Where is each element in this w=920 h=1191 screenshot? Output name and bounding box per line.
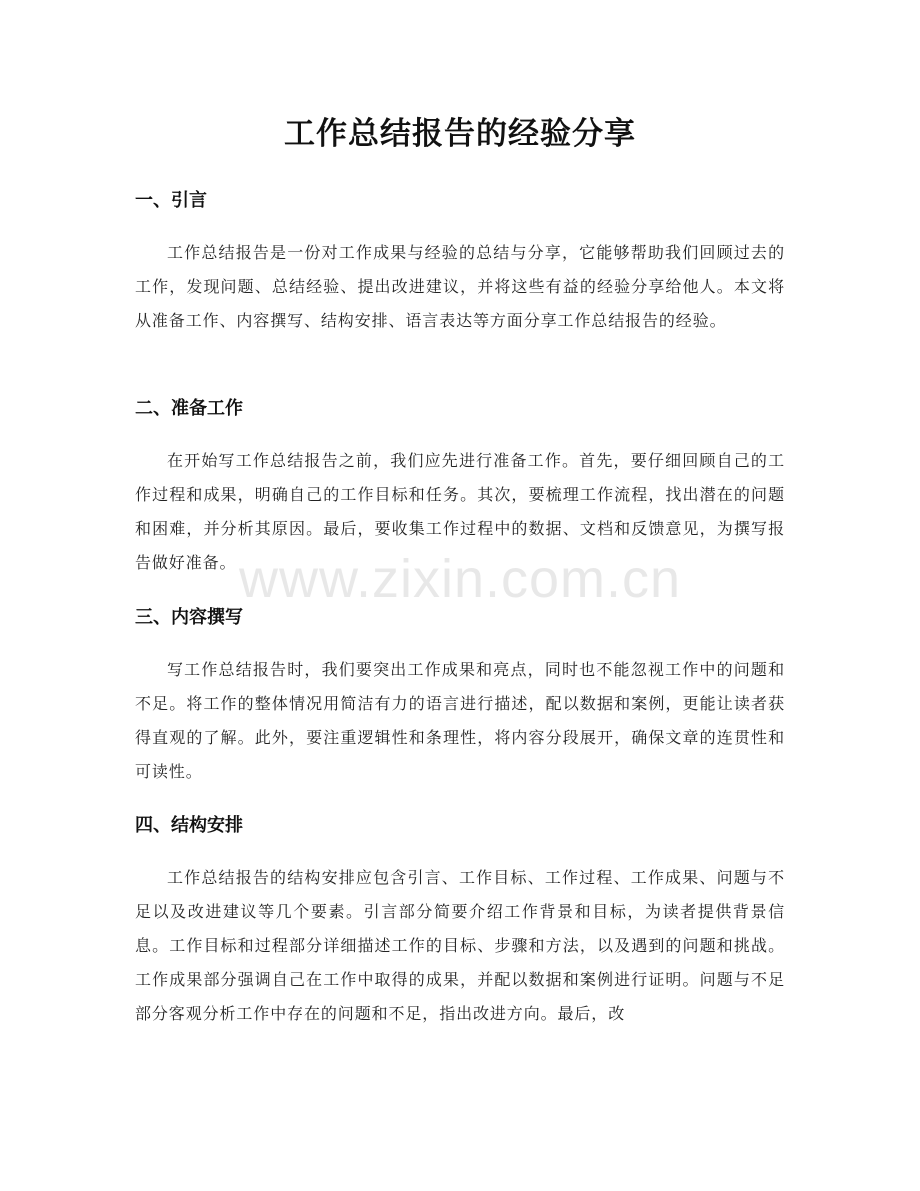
watermark: www.zixin.com.cn [238, 549, 682, 609]
section-content-writing [135, 605, 785, 789]
section-heading: 三、内容撰写 [135, 607, 243, 628]
section-heading: 一、引言 [135, 190, 207, 211]
section-structure [135, 813, 785, 1031]
section-paragraph: 在开始写工作总结报告之前，我们应先进行准备工作。首先，要仔细回顾自己的工作过程和成果，明确自己的工作目标和任务。其次，要梳理工作流程，找出潜在的问题和困难，并分析其原因。最后，要收集工作过程中的数据、文档和反馈意见，为撰写报告做好准备。 [135, 451, 785, 572]
section-paragraph: 写工作总结报告时，我们要突出工作成果和亮点，同时也不能忽视工作中的问题和不足。将工作的整体情况用简洁有力的语言进行描述，配以数据和案例，更能让读者获得直观的了解。此外，要注重逻辑性和条理性，将内容分段展开，确保文章的连贯性和可读性。 [135, 660, 785, 781]
section-paragraph: 工作总结报告的结构安排应包含引言、工作目标、工作过程、工作成果、问题与不足以及改进建议等几个要素。引言部分简要介绍工作背景和目标，为读者提供背景信息。工作目标和过程部分详细描述工作的目标、步骤和方法，以及遇到的问题和挑战。工作成果部分强调自己在工作中取得的成果，并配以数据和案例进行证明。问题与不足部分客观分析工作中存在的问题和不足，指出改进方向。最后，改 [135, 868, 785, 1023]
section-heading: 四、结构安排 [135, 815, 243, 836]
section-introduction [135, 188, 785, 338]
section-paragraph: 工作总结报告是一份对工作成果与经验的总结与分享，它能够帮助我们回顾过去的工作，发现问题、总结经验、提出改进建议，并将这些有益的经验分享给他人。本文将从准备工作、内容撰写、结构安排、语言表达等方面分享工作总结报告的经验。 [135, 243, 785, 330]
section-heading: 二、准备工作 [135, 398, 243, 419]
document-title: 工作总结报告的经验分享 [284, 116, 636, 152]
section-preparation [135, 396, 785, 580]
